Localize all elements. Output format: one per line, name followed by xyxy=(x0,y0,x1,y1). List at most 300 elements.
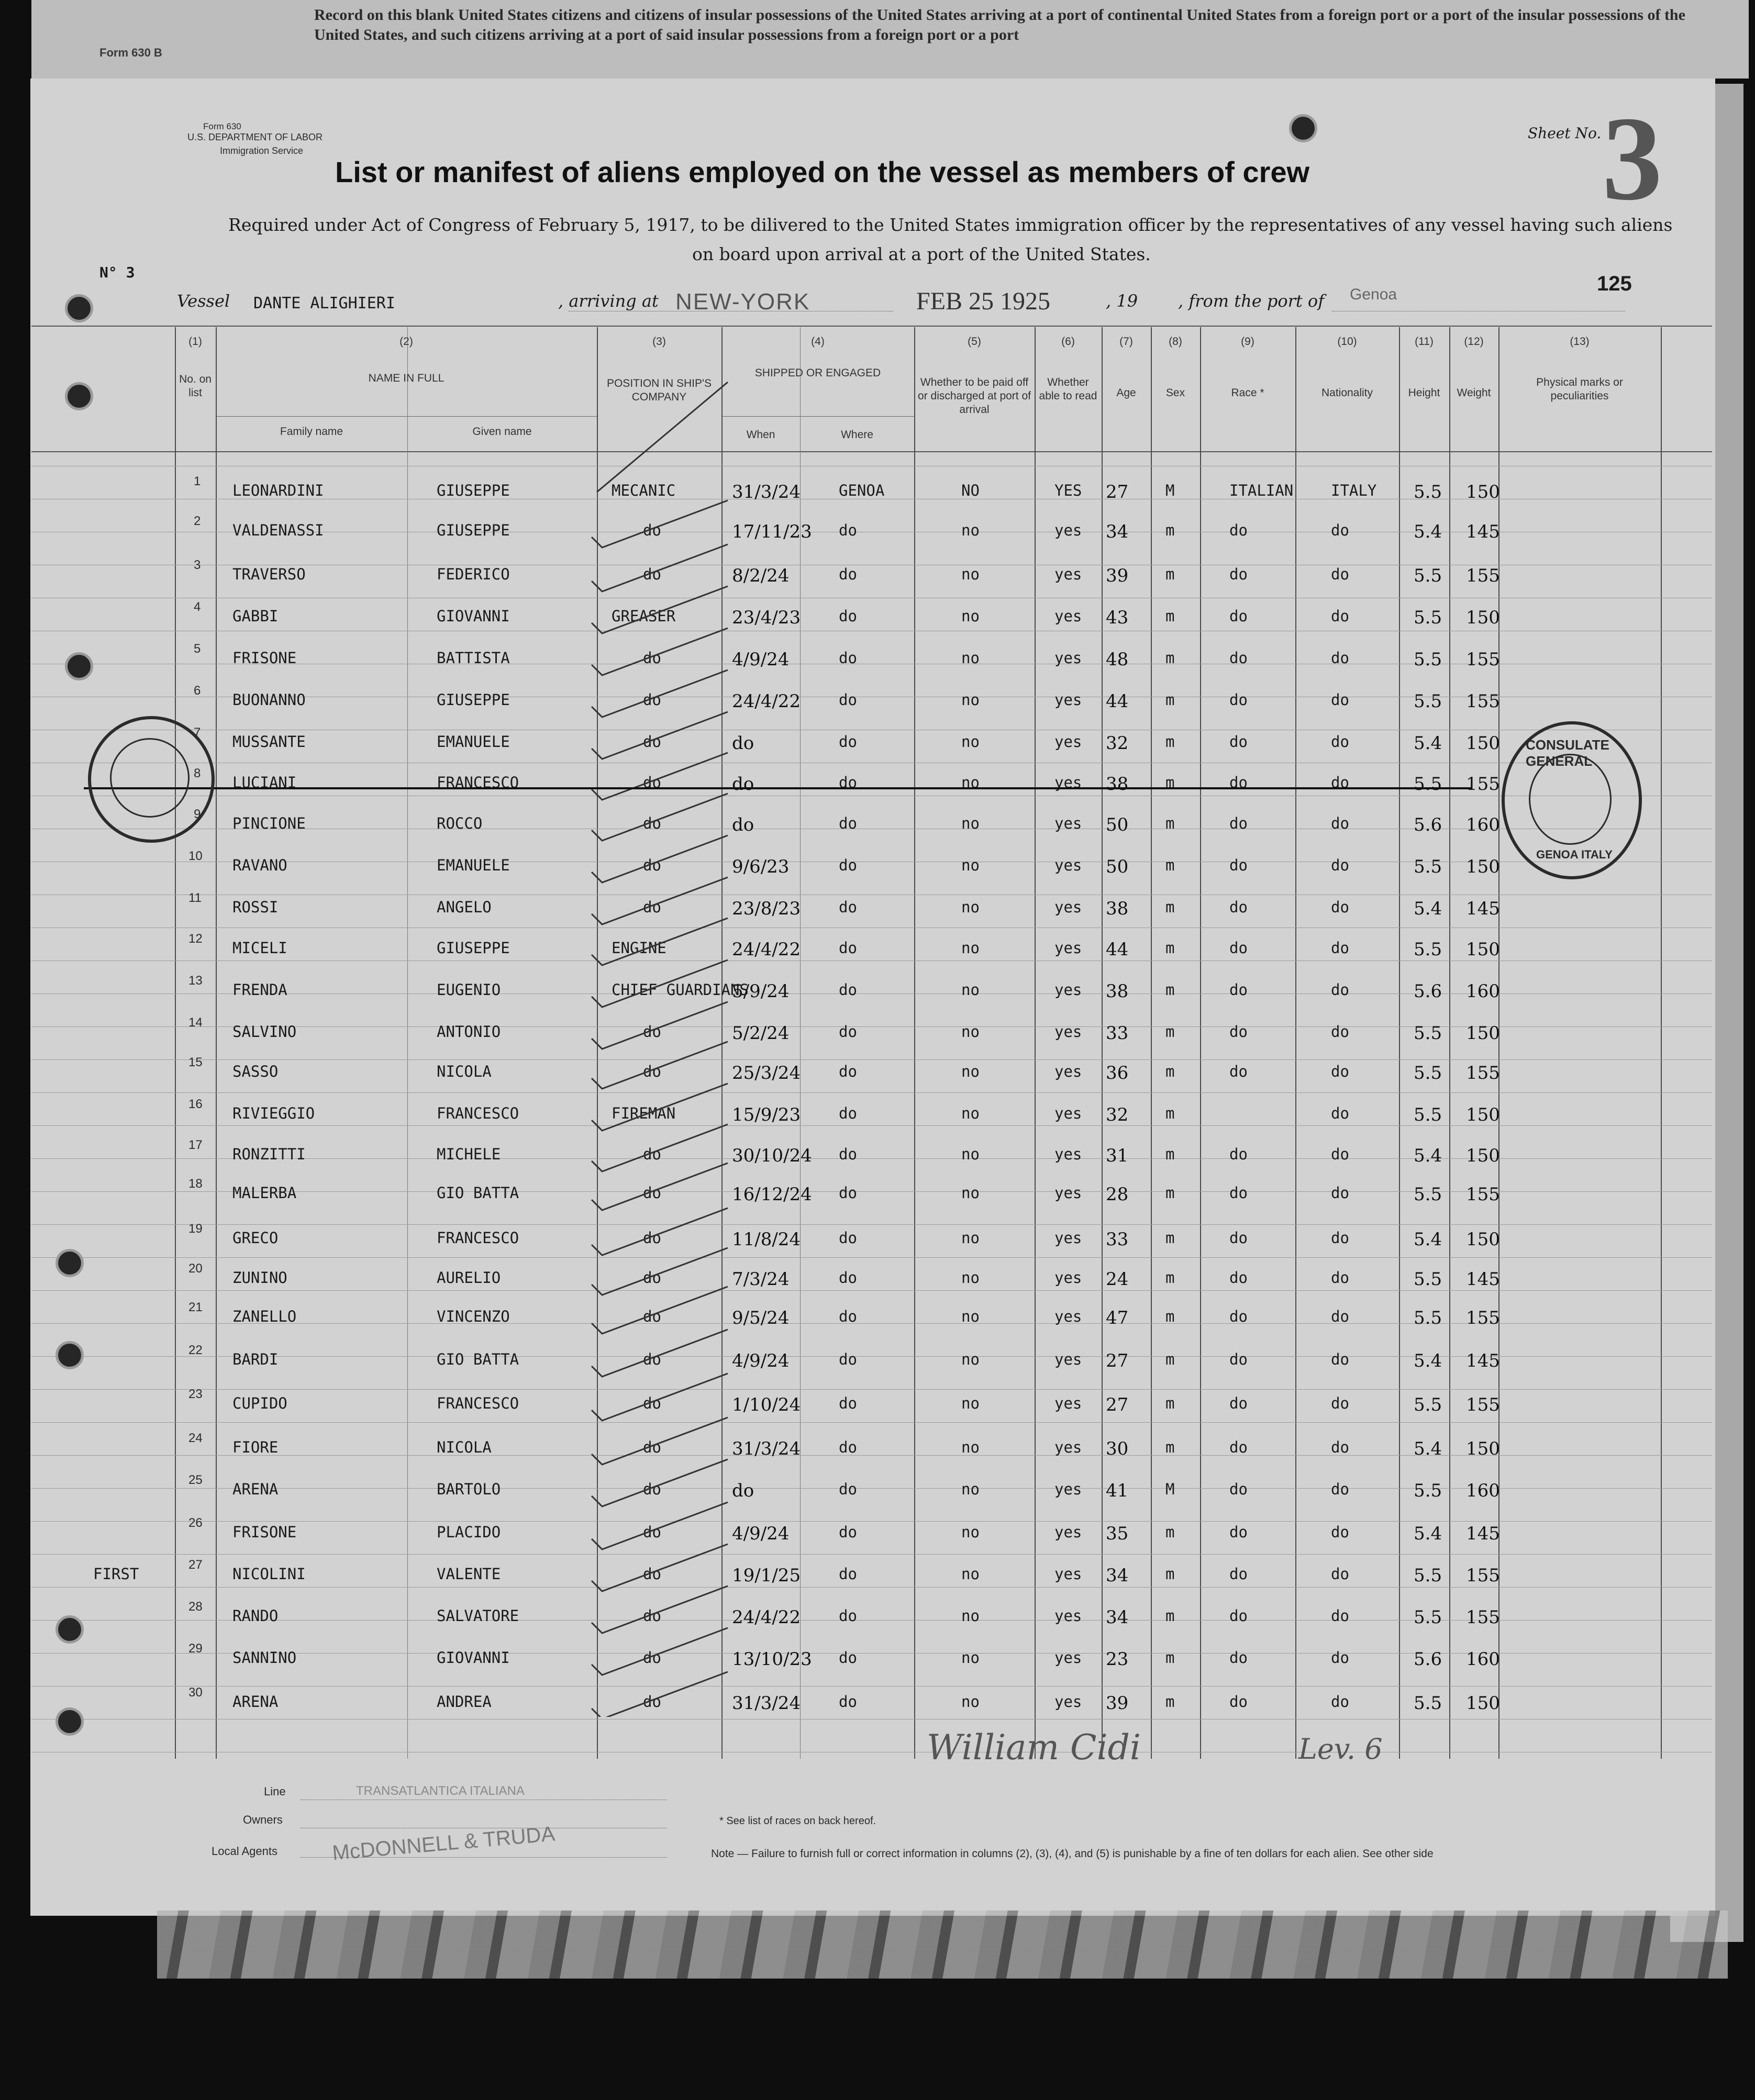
page-title: List or manifest of aliens employed on the vessel as members of crew xyxy=(335,155,1310,188)
from-label: , from the port of xyxy=(1178,291,1325,311)
cell-age: 30 xyxy=(1106,1438,1129,1459)
check-stroke xyxy=(592,1373,728,1421)
cell-paid: no xyxy=(961,1023,980,1041)
col-divider-10 xyxy=(1151,327,1152,1759)
cell-sex: m xyxy=(1165,1063,1175,1080)
col-divider-2 xyxy=(216,327,217,1759)
row-number: 30 xyxy=(188,1685,203,1700)
cell-given: FEDERICO xyxy=(437,565,510,583)
check-stroke xyxy=(592,500,728,548)
cell-paid: no xyxy=(961,1063,980,1080)
cell-family: FRENDA xyxy=(232,981,287,999)
cell-age: 27 xyxy=(1106,482,1129,502)
cell-paid: no xyxy=(961,856,980,874)
cell-sex: M xyxy=(1165,482,1175,499)
cell-given: PLACIDO xyxy=(437,1523,501,1541)
cell-family: ARENA xyxy=(232,1480,279,1498)
races-note: * See list of races on back hereof. xyxy=(719,1815,876,1827)
cell-when: 24/4/22 xyxy=(732,1607,801,1628)
cell-race: do xyxy=(1229,1438,1248,1456)
cell-given: FRANCESCO xyxy=(437,1104,519,1122)
col-num-4: (4) xyxy=(811,336,825,348)
cell-when: 5/9/24 xyxy=(732,981,790,1002)
cell-age: 33 xyxy=(1106,1229,1129,1250)
required-line-1: Required under Act of Congress of February 5, 1917, to be dilivered to the United States immigration officer by the representatives of any vessel having such aliens xyxy=(228,215,1673,235)
cell-position: do xyxy=(643,1145,661,1163)
cell-given: BARTOLO xyxy=(437,1480,501,1498)
cell-read: yes xyxy=(1054,1308,1082,1325)
consulate-stamp-right xyxy=(1502,721,1642,879)
sheet-number: 3 xyxy=(1602,92,1662,225)
cell-age: 27 xyxy=(1106,1394,1129,1415)
cell-read: yes xyxy=(1054,1145,1082,1163)
cell-when: 23/4/23 xyxy=(732,607,801,628)
cell-nationality: do xyxy=(1331,939,1349,957)
cell-race: do xyxy=(1229,607,1248,625)
cell-weight: 150 xyxy=(1466,482,1500,502)
check-stroke xyxy=(592,1124,728,1171)
cell-nationality: do xyxy=(1331,1104,1349,1122)
col-head-when: When xyxy=(746,429,775,441)
cell-read: yes xyxy=(1054,565,1082,583)
col-divider-9 xyxy=(1102,327,1103,1759)
cell-height: 5.5 xyxy=(1414,649,1442,670)
cell-family: FIORE xyxy=(232,1438,279,1456)
cell-height: 5.4 xyxy=(1414,898,1442,919)
cell-weight: 160 xyxy=(1466,1480,1500,1501)
cell-where: do xyxy=(839,607,857,625)
check-stroke xyxy=(592,1502,728,1549)
cell-position: do xyxy=(643,814,661,832)
cell-given: GIUSEPPE xyxy=(437,482,510,499)
consulate-stamp-left xyxy=(88,716,215,843)
row-number: 1 xyxy=(194,474,201,488)
back-form-text: Record on this blank United States citizens and citizens of insular possessions of the United States arriving at a port of continental United States from a foreign port or a port of the insular possessions of the United States, and such citizens arriving at a port of said insular possessions from a foreign port or a port xyxy=(314,6,1685,43)
cell-where: do xyxy=(839,1607,857,1625)
cell-paid: no xyxy=(961,1394,980,1412)
cell-weight: 155 xyxy=(1466,649,1500,670)
list-number: N° 3 xyxy=(99,264,135,281)
cell-position: do xyxy=(643,1649,661,1667)
cell-race: ITALIAN xyxy=(1229,482,1294,499)
cell-weight: 150 xyxy=(1466,939,1500,960)
cell-read: yes xyxy=(1054,814,1082,832)
cell-age: 50 xyxy=(1106,856,1129,877)
cell-position: CHIEF GUARDIANS xyxy=(612,981,749,999)
cell-when: 17/11/23 xyxy=(732,521,812,542)
cell-weight: 150 xyxy=(1466,856,1500,877)
cell-read: YES xyxy=(1054,482,1082,499)
cell-age: 34 xyxy=(1106,1607,1129,1628)
cell-given: EMANUELE xyxy=(437,856,510,874)
punch-hole xyxy=(65,382,93,410)
check-marks xyxy=(586,377,754,1717)
service: Immigration Service xyxy=(220,146,304,156)
cell-position: do xyxy=(643,565,661,583)
check-stroke xyxy=(592,835,728,883)
cell-given: GIUSEPPE xyxy=(437,939,510,957)
cell-where: do xyxy=(839,898,857,916)
cell-family: RANDO xyxy=(232,1607,279,1625)
cell-position: do xyxy=(643,733,661,751)
cell-sex: m xyxy=(1165,565,1175,583)
cell-paid: no xyxy=(961,649,980,667)
col-head-nationality: Nationality xyxy=(1321,387,1373,399)
cell-race: do xyxy=(1229,1269,1248,1287)
cell-race: do xyxy=(1229,1023,1248,1041)
cell-family: GABBI xyxy=(232,607,279,625)
cell-read: yes xyxy=(1054,1565,1082,1583)
cell-nationality: do xyxy=(1331,649,1349,667)
cell-weight: 155 xyxy=(1466,1063,1500,1083)
col-head-height: Height xyxy=(1408,387,1440,399)
cell-where: do xyxy=(839,1523,857,1541)
cell-family: RIVIEGGIO xyxy=(232,1104,315,1122)
cell-race: do xyxy=(1229,1145,1248,1163)
owners-label: Owners xyxy=(243,1813,283,1826)
cell-paid: no xyxy=(961,1269,980,1287)
cell-position: ENGINE xyxy=(612,939,667,957)
cell-family: NICOLINI xyxy=(232,1565,306,1583)
cell-position: do xyxy=(643,1229,661,1247)
cell-age: 38 xyxy=(1106,774,1129,795)
cell-when: 1/10/24 xyxy=(732,1394,801,1415)
arriving-port: NEW-YORK xyxy=(675,289,810,315)
cell-height: 5.5 xyxy=(1414,1607,1442,1628)
row-number: 23 xyxy=(188,1387,203,1401)
cell-paid: no xyxy=(961,1438,980,1456)
back-form-code: Form 630 B xyxy=(99,46,162,59)
torn-edge xyxy=(157,1911,1728,1979)
table-header-bottom xyxy=(31,451,1712,452)
cell-given: NICOLA xyxy=(437,1063,492,1080)
cell-where: do xyxy=(839,733,857,751)
col-num-9: (9) xyxy=(1241,336,1254,348)
cell-when: 16/12/24 xyxy=(732,1184,812,1205)
cell-where: do xyxy=(839,1269,857,1287)
row-number: 13 xyxy=(188,974,203,988)
cell-where: do xyxy=(839,1649,857,1667)
cell-when: do xyxy=(732,733,754,754)
cell-race: do xyxy=(1229,1693,1248,1711)
margin-note: FIRST xyxy=(93,1565,139,1583)
col-divider-12 xyxy=(1295,327,1296,1759)
cell-where: do xyxy=(839,1438,857,1456)
check-stroke xyxy=(592,1002,728,1049)
page-number: 125 xyxy=(1597,272,1632,295)
cell-family: BARDI xyxy=(232,1350,279,1368)
row-number: 4 xyxy=(194,600,201,614)
required-line-2: on board upon arrival at a port of the United States. xyxy=(692,244,1151,264)
cell-when: 31/3/24 xyxy=(732,1693,801,1714)
cell-given: ANTONIO xyxy=(437,1023,501,1041)
sheet-label: Sheet No. xyxy=(1528,125,1602,142)
cell-sex: m xyxy=(1165,1607,1175,1625)
cell-height: 5.5 xyxy=(1414,774,1442,795)
cell-position: do xyxy=(643,1308,661,1325)
cell-paid: no xyxy=(961,733,980,751)
cell-age: 38 xyxy=(1106,898,1129,919)
cell-height: 5.5 xyxy=(1414,607,1442,628)
cell-position: do xyxy=(643,1350,661,1368)
col-num-10: (10) xyxy=(1337,336,1357,348)
cell-sex: m xyxy=(1165,939,1175,957)
cell-race: do xyxy=(1229,1063,1248,1080)
cell-family: CUPIDO xyxy=(232,1394,287,1412)
cell-weight: 145 xyxy=(1466,898,1500,919)
cell-sex: m xyxy=(1165,733,1175,751)
cell-race: do xyxy=(1229,1565,1248,1583)
row-number: 26 xyxy=(188,1516,203,1530)
cell-race: do xyxy=(1229,1523,1248,1541)
row-number: 27 xyxy=(188,1558,203,1572)
cell-weight: 155 xyxy=(1466,1607,1500,1628)
cell-family: MICELI xyxy=(232,939,287,957)
col-divider-13 xyxy=(1399,327,1400,1759)
cell-age: 34 xyxy=(1106,521,1129,542)
cell-nationality: do xyxy=(1331,1184,1349,1202)
cell-age: 44 xyxy=(1106,939,1129,960)
cell-weight: 150 xyxy=(1466,733,1500,754)
col-head-where: Where xyxy=(841,429,873,441)
cell-height: 5.4 xyxy=(1414,733,1442,754)
cell-sex: M xyxy=(1165,1480,1175,1498)
cell-age: 48 xyxy=(1106,649,1129,670)
cell-race: do xyxy=(1229,898,1248,916)
cell-age: 28 xyxy=(1106,1184,1129,1205)
cell-height: 5.5 xyxy=(1414,1693,1442,1714)
col-num-7: (7) xyxy=(1119,336,1133,348)
check-stroke xyxy=(592,1248,728,1295)
col-head-no: No. on list xyxy=(179,373,212,399)
back-form-strip xyxy=(31,0,1749,79)
cell-position: do xyxy=(643,691,661,709)
cell-when: 31/3/24 xyxy=(732,1438,801,1459)
cell-when: 11/8/24 xyxy=(732,1229,801,1250)
row-number: 11 xyxy=(188,891,202,905)
cell-position: do xyxy=(643,521,661,539)
cell-race: do xyxy=(1229,521,1248,539)
cell-height: 5.5 xyxy=(1414,1184,1442,1205)
cell-position: do xyxy=(643,1438,661,1456)
cell-sex: m xyxy=(1165,1229,1175,1247)
vessel-name: DANTE ALIGHIERI xyxy=(253,294,395,312)
cell-position: do xyxy=(643,1523,661,1541)
cell-race: do xyxy=(1229,1308,1248,1325)
check-stroke xyxy=(592,712,728,759)
cell-read: yes xyxy=(1054,774,1082,791)
check-stroke xyxy=(592,960,728,1007)
cell-where: do xyxy=(839,1308,857,1325)
row-number: 12 xyxy=(188,932,203,946)
row-number: 10 xyxy=(188,849,203,863)
cell-family: GRECO xyxy=(232,1229,279,1247)
cell-given: AURELIO xyxy=(437,1269,501,1287)
cell-height: 5.4 xyxy=(1414,1229,1442,1250)
cell-where: do xyxy=(839,1394,857,1412)
cell-where: do xyxy=(839,1063,857,1080)
cell-nationality: do xyxy=(1331,1145,1349,1163)
cell-sex: m xyxy=(1165,1145,1175,1163)
col-num-13: (13) xyxy=(1570,336,1590,348)
cell-paid: NO xyxy=(961,482,980,499)
cell-height: 5.5 xyxy=(1414,1023,1442,1044)
cell-position: do xyxy=(643,856,661,874)
cell-sex: m xyxy=(1165,1308,1175,1325)
cell-when: 9/6/23 xyxy=(732,856,790,877)
cell-height: 5.4 xyxy=(1414,1438,1442,1459)
cell-sex: m xyxy=(1165,1023,1175,1041)
check-stroke xyxy=(592,753,728,800)
cell-paid: no xyxy=(961,565,980,583)
cell-where: do xyxy=(839,1104,857,1122)
cell-family: RONZITTI xyxy=(232,1145,306,1163)
cell-family: MALERBA xyxy=(232,1184,297,1202)
cell-family: SASSO xyxy=(232,1063,279,1080)
row-number: 5 xyxy=(194,642,201,656)
cell-position: do xyxy=(643,1565,661,1583)
cell-given: SALVATORE xyxy=(437,1607,519,1625)
cell-weight: 150 xyxy=(1466,1023,1500,1044)
cell-given: GIUSEPPE xyxy=(437,521,510,539)
cell-age: 32 xyxy=(1106,733,1129,754)
cell-sex: m xyxy=(1165,898,1175,916)
col-head-race: Race * xyxy=(1231,387,1264,399)
row-number: 24 xyxy=(188,1431,203,1445)
cell-when: 24/4/22 xyxy=(732,939,801,960)
cell-read: yes xyxy=(1054,939,1082,957)
cell-given: ANDREA xyxy=(437,1693,492,1711)
cell-height: 5.6 xyxy=(1414,1649,1442,1670)
cell-nationality: do xyxy=(1331,1350,1349,1368)
cell-race: do xyxy=(1229,1350,1248,1368)
cell-nationality: do xyxy=(1331,1308,1349,1325)
cell-height: 5.6 xyxy=(1414,814,1442,835)
line-label: Line xyxy=(264,1785,286,1798)
cell-race: do xyxy=(1229,1394,1248,1412)
cell-when: 4/9/24 xyxy=(732,1350,790,1371)
cell-where: do xyxy=(839,1229,857,1247)
cell-sex: m xyxy=(1165,1438,1175,1456)
col-head-name: NAME IN FULL xyxy=(368,372,445,384)
cell-height: 5.5 xyxy=(1414,1565,1442,1586)
check-stroke xyxy=(592,1544,728,1591)
cell-where: do xyxy=(839,565,857,583)
cell-nationality: do xyxy=(1331,691,1349,709)
cell-where: do xyxy=(839,774,857,791)
cell-nationality: do xyxy=(1331,1565,1349,1583)
cell-nationality: do xyxy=(1331,856,1349,874)
check-stroke xyxy=(592,794,728,841)
cell-paid: no xyxy=(961,1693,980,1711)
cell-given: FRANCESCO xyxy=(437,1229,519,1247)
cell-family: FRISONE xyxy=(232,649,297,667)
cell-sex: m xyxy=(1165,521,1175,539)
cell-age: 35 xyxy=(1106,1523,1129,1544)
col-num-6: (6) xyxy=(1061,336,1075,348)
cell-position: MECANIC xyxy=(612,482,676,499)
fine-note: Note — Failure to furnish full or correct information in columns (2), (3), (4), and (5) is punishable by a fine of ten dollars for each alien. See other side xyxy=(711,1848,1434,1860)
cell-position: FIREMAN xyxy=(612,1104,676,1122)
col-num-12: (12) xyxy=(1464,336,1484,348)
row-number: 20 xyxy=(188,1261,203,1276)
cell-age: 31 xyxy=(1106,1145,1129,1166)
cell-age: 23 xyxy=(1106,1649,1129,1670)
cell-nationality: do xyxy=(1331,1229,1349,1247)
punch-hole xyxy=(65,294,93,322)
cell-nationality: do xyxy=(1331,1607,1349,1625)
col-head-paid: Whether to be paid off or discharged at port of arrival xyxy=(918,376,1031,416)
cell-given: GIOVANNI xyxy=(437,607,510,625)
col-divider-11 xyxy=(1200,327,1201,1759)
check-stroke xyxy=(592,544,728,591)
punch-hole xyxy=(55,1707,84,1736)
cell-read: yes xyxy=(1054,1184,1082,1202)
cell-nationality: do xyxy=(1331,1480,1349,1498)
cell-height: 5.4 xyxy=(1414,1145,1442,1166)
cell-where: do xyxy=(839,1565,857,1583)
cell-given: FRANCESCO xyxy=(437,1394,519,1412)
cell-when: do xyxy=(732,1480,754,1501)
cell-where: do xyxy=(839,691,857,709)
cell-age: 32 xyxy=(1106,1104,1129,1125)
cell-height: 5.4 xyxy=(1414,1350,1442,1371)
check-stroke xyxy=(592,1586,728,1633)
cell-paid: no xyxy=(961,691,980,709)
cell-weight: 160 xyxy=(1466,981,1500,1002)
col-divider-16 xyxy=(1661,327,1662,1759)
cell-where: do xyxy=(839,1480,857,1498)
cell-position: do xyxy=(643,1480,661,1498)
cell-family: ROSSI xyxy=(232,898,279,916)
cell-nationality: do xyxy=(1331,1523,1349,1541)
cell-when: 23/8/23 xyxy=(732,898,801,919)
cell-paid: no xyxy=(961,521,980,539)
cell-read: yes xyxy=(1054,1394,1082,1412)
cell-position: do xyxy=(643,649,661,667)
cell-given: ANGELO xyxy=(437,898,492,916)
cell-height: 5.5 xyxy=(1414,1480,1442,1501)
cell-weight: 145 xyxy=(1466,1350,1500,1371)
vessel-label: Vessel xyxy=(177,291,230,311)
check-stroke xyxy=(592,918,728,965)
col-head-read: Whether able to read xyxy=(1039,376,1097,402)
cell-family: SALVINO xyxy=(232,1023,297,1041)
cell-paid: no xyxy=(961,1607,980,1625)
cell-when: do xyxy=(732,774,754,795)
cell-read: yes xyxy=(1054,521,1082,539)
cell-read: yes xyxy=(1054,856,1082,874)
date-stamp: FEB 25 1925 xyxy=(916,287,1051,315)
cell-paid: no xyxy=(961,1104,980,1122)
cell-paid: no xyxy=(961,774,980,791)
cell-race: do xyxy=(1229,691,1248,709)
cell-sex: m xyxy=(1165,691,1175,709)
cell-race: do xyxy=(1229,565,1248,583)
cell-when: 4/9/24 xyxy=(732,1523,790,1544)
cell-when: 9/5/24 xyxy=(732,1308,790,1328)
cell-where: do xyxy=(839,1145,857,1163)
cell-where: do xyxy=(839,521,857,539)
form-ref: Form 630 xyxy=(203,121,241,131)
row-number: 29 xyxy=(188,1641,203,1656)
cell-given: GIO BATTA xyxy=(437,1350,519,1368)
cell-race: do xyxy=(1229,856,1248,874)
cell-given: EMANUELE xyxy=(437,733,510,751)
punch-hole xyxy=(55,1615,84,1644)
cell-when: 19/1/25 xyxy=(732,1565,801,1586)
check-stroke xyxy=(592,1330,728,1377)
